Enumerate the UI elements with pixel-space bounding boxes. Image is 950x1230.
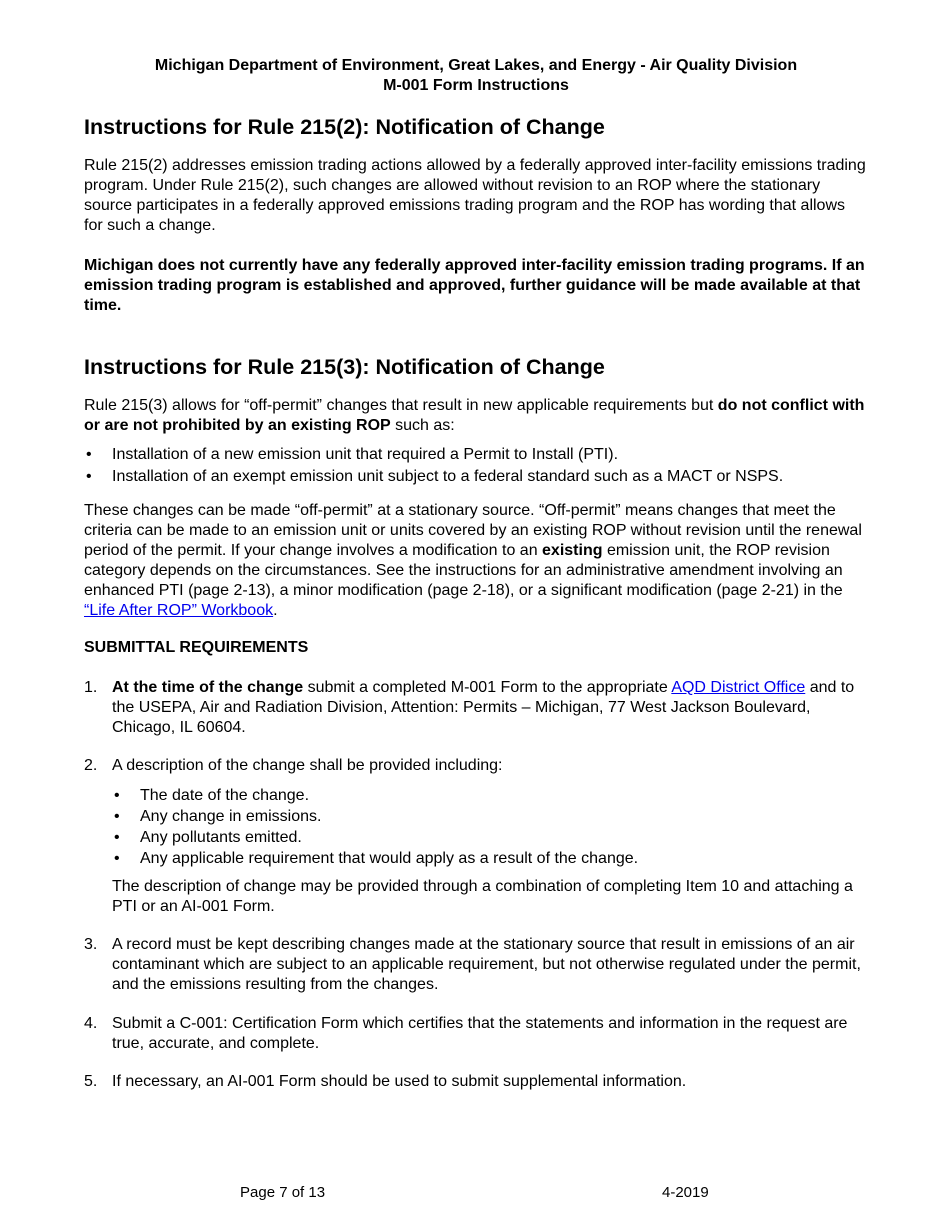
life-after-rop-workbook-link[interactable]: “Life After ROP” Workbook <box>84 602 274 619</box>
change-description-note: The description of change may be provided through a combination of completing Item 10 and attaching a PTI or an AI-001 Form. <box>112 878 853 915</box>
revision-date: 4-2019 <box>662 1184 709 1201</box>
requirement-item-5: 5. If necessary, an AI-001 Form should be used to submit supplemental information. <box>84 1073 687 1090</box>
off-permit-examples-list <box>84 445 868 487</box>
change-description-list <box>112 786 868 869</box>
submittal-requirements-heading: SUBMITTAL REQUIREMENTS <box>84 639 309 656</box>
section-title-rule-215-2: Instructions for Rule 215(2): Notification of Change <box>84 115 605 139</box>
rule-215-3-intro: Rule 215(3) allows for “off-permit” changes that result in new applicable requirements but do not conflict with or are not prohibited by an existing ROP such as: <box>84 397 865 434</box>
page-number: Page 7 of 13 <box>240 1184 326 1201</box>
list-item: • Any change in emissions. <box>114 808 322 825</box>
rule-215-2-paragraph: Rule 215(2) addresses emission trading actions allowed by a federally approved inter-facility emissions trading program. Under Rule 215(2), such changes are allowed without revision to an ROP where the stationary source participates in a federally approved emissions trading program and the ROP has wording that allows for such a change. <box>84 157 866 234</box>
header-agency: Michigan Department of Environment, Great Lakes, and Energy - Air Quality Division <box>154 57 798 74</box>
list-item: • Any applicable requirement that would apply as a result of the change. <box>114 850 639 867</box>
aqd-district-office-link[interactable]: AQD District Office <box>671 679 806 696</box>
requirement-item-4: 4. Submit a C-001: Certification Form which certifies that the statements and information in the request are true, accurate, and complete. <box>84 1015 848 1052</box>
list-item: • Any pollutants emitted. <box>114 829 302 846</box>
list-item: • Installation of a new emission unit that required a Permit to Install (PTI). <box>86 446 619 463</box>
list-item: • Installation of an exempt emission unit subject to a federal standard such as a MACT or NSPS. <box>86 468 784 485</box>
header-form-title: M-001 Form Instructions <box>383 77 569 94</box>
requirement-item-2: 2. A description of the change shall be provided including: • The date of the change. • Any change in emissions. • Any pollutants emitted. • Any applicable requirement that would apply as a result of the change. The description of change may be provided through a combination of completing Item 10 and attaching a PTI or an AI-001 Form. <box>84 756 868 917</box>
document-page <box>84 56 868 1092</box>
list-item: • The date of the change. <box>114 787 310 804</box>
rule-215-2-notice: Michigan does not currently have any federally approved inter-facility emission trading programs. If an emission trading program is established and approved, further guidance will be made available at that time. <box>84 257 865 314</box>
off-permit-paragraph: These changes can be made “off-permit” at a stationary source. “Off-permit” means changes that meet the criteria can be made to an emission unit or units covered by an existing ROP without revision until the renewal period of the permit. If your change involves a modification to an existing emission unit, the ROP revision category depends on the circumstances. See the instructions for an administrative amendment involving an enhanced PTI (page 2-13), a minor modification (page 2-18), or a significant modification (page 2-21) in the “Life After ROP” Workbook. <box>84 502 862 619</box>
requirement-item-3: 3. A record must be kept describing changes made at the stationary source that result in emissions of an air contaminant which are subject to an applicable requirement, but not otherwise regulated under the permit, and the emissions resulting from the changes. <box>84 936 861 993</box>
submittal-requirements-list <box>84 678 868 1092</box>
requirement-item-1: 1. At the time of the change submit a completed M-001 Form to the appropriate AQD District Office and to the USEPA, Air and Radiation Division, Attention: Permits – Michigan, 77 West Jackson Boulevard, Chicago, IL 60604. <box>84 679 855 736</box>
document-header <box>84 56 868 96</box>
section-title-rule-215-3: Instructions for Rule 215(3): Notification of Change <box>84 355 605 379</box>
